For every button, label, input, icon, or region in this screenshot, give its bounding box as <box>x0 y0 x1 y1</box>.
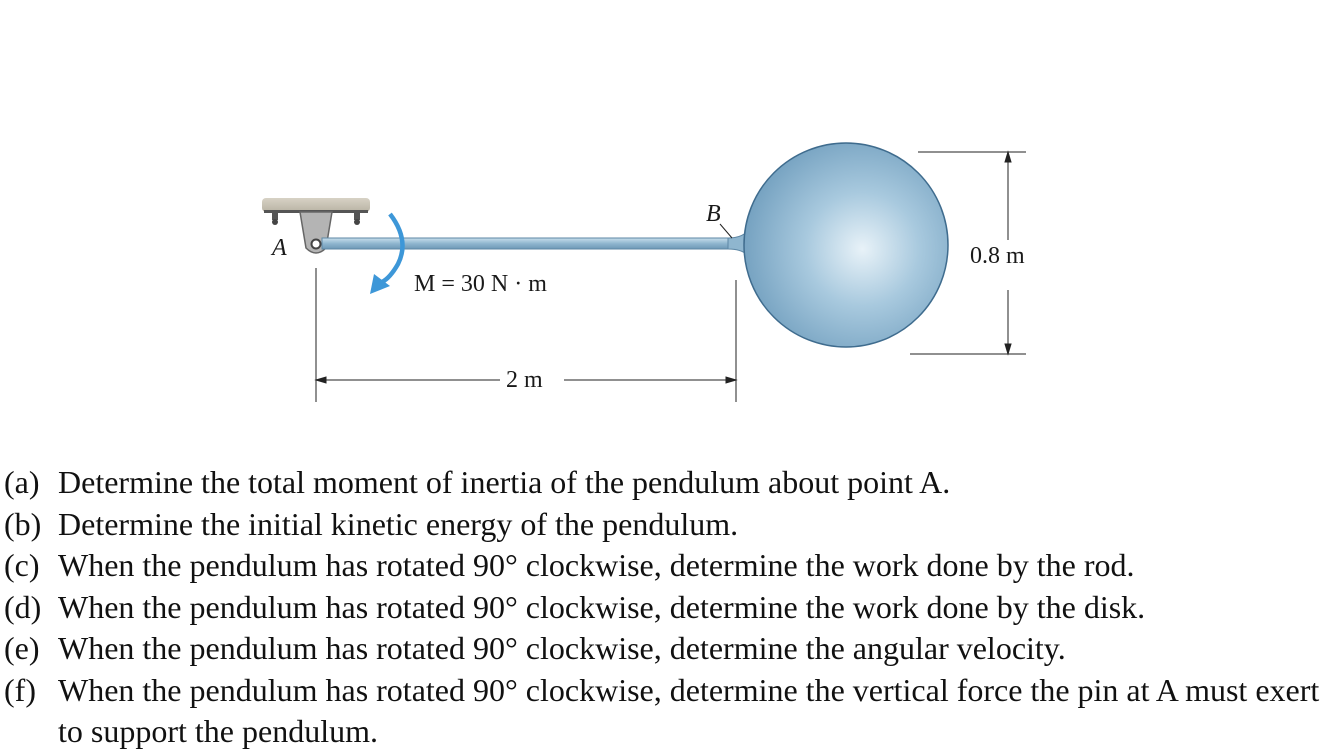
label-b-leader <box>720 224 732 238</box>
rod-length-label: 2 m <box>506 367 543 393</box>
label-b: B <box>706 201 721 227</box>
pendulum-figure <box>250 140 1070 410</box>
question-f <box>4 670 1329 753</box>
question-letter: (f) <box>4 671 36 708</box>
couple-moment-arrow <box>370 214 403 294</box>
bolt-left <box>272 213 278 220</box>
question-letter: (c) <box>4 547 40 583</box>
ceiling-block <box>262 198 370 212</box>
bolt-right <box>354 213 360 220</box>
question-e <box>4 628 1329 670</box>
question-list <box>4 462 1329 753</box>
question-a <box>4 462 1329 504</box>
question-text: When the pendulum has rotated 90° clockwise, determine the work done by the disk. <box>58 588 1146 625</box>
question-text: Determine the total moment of inertia of the pendulum about point A. <box>58 464 951 500</box>
question-letter: (d) <box>4 588 42 625</box>
uniform-disk <box>744 143 948 347</box>
question-letter: (e) <box>4 630 40 666</box>
question-text: When the pendulum has rotated 90° clockwise, determine the work done by the rod. <box>58 547 1135 583</box>
pendulum-diagram <box>250 140 1070 410</box>
question-text: When the pendulum has rotated 90° clockwise, determine the vertical force the pin at A must exert to support the pendulum. <box>58 671 1320 749</box>
question-b <box>4 504 1329 546</box>
label-a: A <box>272 235 287 261</box>
pin-a <box>312 240 321 249</box>
question-c <box>4 545 1329 587</box>
moment-label: M = 30 N · m <box>414 271 547 297</box>
question-d <box>4 587 1329 629</box>
disk-diameter-label: 0.8 m <box>970 243 1025 269</box>
question-text: When the pendulum has rotated 90° clockwise, determine the angular velocity. <box>58 630 1066 666</box>
slender-rod <box>322 228 750 258</box>
question-letter: (b) <box>4 505 42 542</box>
question-letter: (a) <box>4 464 40 500</box>
question-text: Determine the initial kinetic energy of the pendulum. <box>58 505 739 542</box>
